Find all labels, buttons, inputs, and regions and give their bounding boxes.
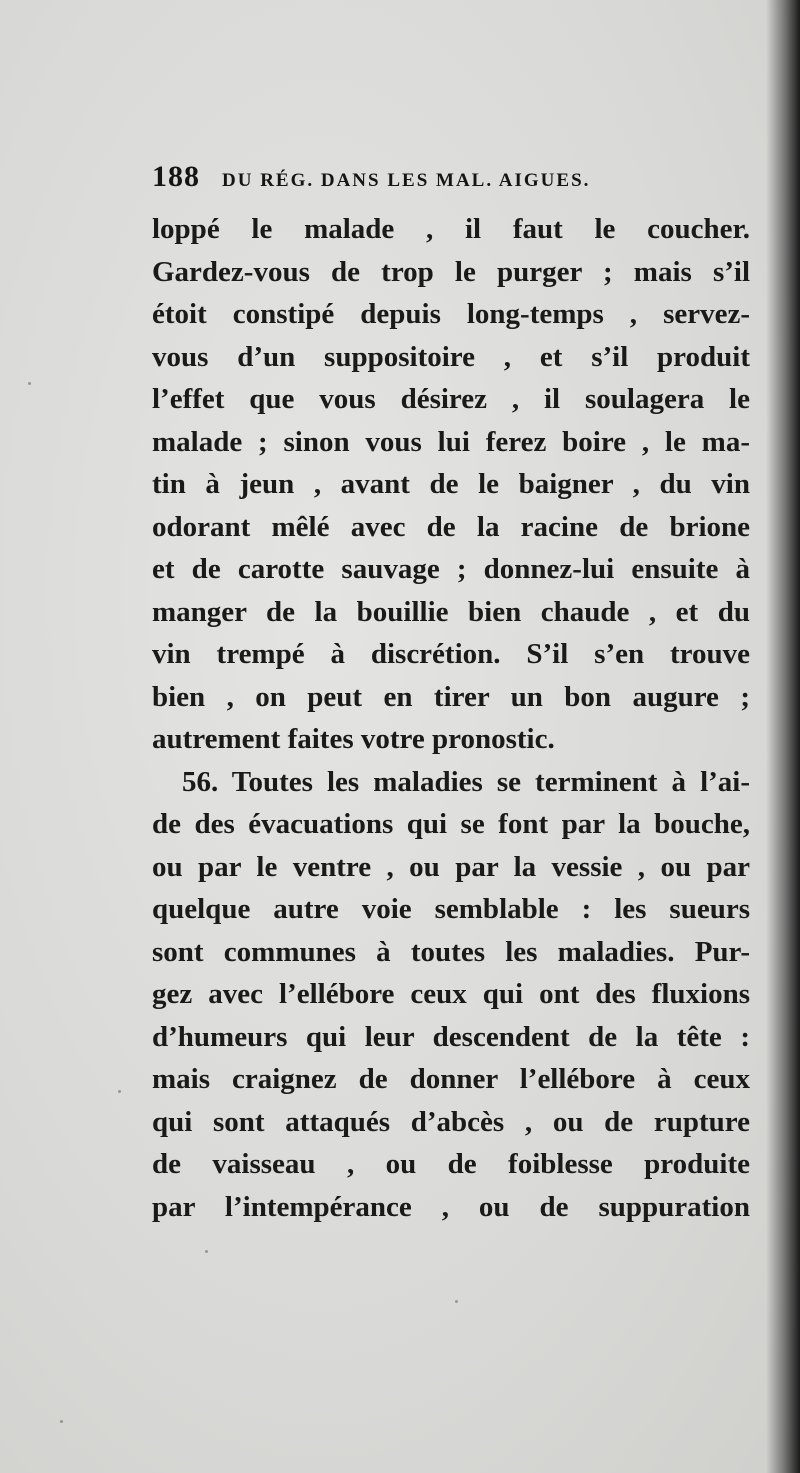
page-edge-shadow bbox=[766, 0, 800, 1473]
paragraph-end-line: autrement faites votre pronostic. bbox=[152, 723, 555, 755]
text-line: manger de la bouillie bien chaude , et du bbox=[152, 595, 750, 628]
text-line: vous d’un suppositoire , et s’il produit bbox=[152, 340, 750, 373]
text-line: et de carotte sauvage ; donnez-lui ensuite à bbox=[152, 553, 750, 585]
text-line: de des évacuations qui se font par la bouche, bbox=[152, 808, 750, 840]
text-line: qui sont attaqués d’abcès , ou de rupture bbox=[152, 1105, 750, 1138]
text-line: sont communes à toutes les maladies. Pur- bbox=[152, 935, 750, 968]
paragraph-start-line: 56. Toutes les maladies se terminent à l’ai- bbox=[182, 765, 750, 798]
text-line: odorant mêlé avec de la racine de brione bbox=[152, 510, 750, 543]
running-title: DU RÉG. DANS LES MAL. AIGUES. bbox=[222, 170, 591, 191]
text-line: Gardez-vous de trop le purger ; mais s’il bbox=[152, 255, 750, 288]
text-line: tin à jeun , avant de le baigner , du vin bbox=[152, 468, 750, 500]
text-line: de vaisseau , ou de foiblesse produite bbox=[152, 1148, 750, 1180]
text-line: étoit constipé depuis long-temps , servez- bbox=[152, 298, 750, 330]
paper-speck bbox=[205, 1250, 208, 1253]
paper-speck bbox=[28, 382, 31, 385]
text-line: par l’intempérance , ou de suppuration bbox=[152, 1190, 750, 1223]
text-line: loppé le malade , il faut le coucher. bbox=[152, 213, 750, 245]
text-line: quelque autre voie semblable : les sueurs bbox=[152, 893, 750, 925]
body-text bbox=[152, 208, 750, 1228]
text-line: d’humeurs qui leur descendent de la tête : bbox=[152, 1020, 750, 1053]
text-line: mais craignez de donner l’ellébore à ceux bbox=[152, 1063, 750, 1095]
text-line: malade ; sinon vous lui ferez boire , le ma- bbox=[152, 425, 750, 458]
paper-speck bbox=[118, 1090, 121, 1093]
text-line: vin trempé à discrétion. S’il s’en trouve bbox=[152, 638, 750, 670]
text-line: gez avec l’ellébore ceux qui ont des fluxions bbox=[152, 978, 750, 1010]
text-line: bien , on peut en tirer un bon augure ; bbox=[152, 680, 750, 713]
paper-speck bbox=[455, 1300, 458, 1303]
page-header bbox=[152, 160, 752, 200]
text-line: ou par le ventre , ou par la vessie , ou par bbox=[152, 850, 750, 883]
text-line: l’effet que vous désirez , il soulagera le bbox=[152, 383, 750, 415]
page-number: 188 bbox=[152, 160, 200, 193]
paper-speck bbox=[60, 1420, 63, 1423]
